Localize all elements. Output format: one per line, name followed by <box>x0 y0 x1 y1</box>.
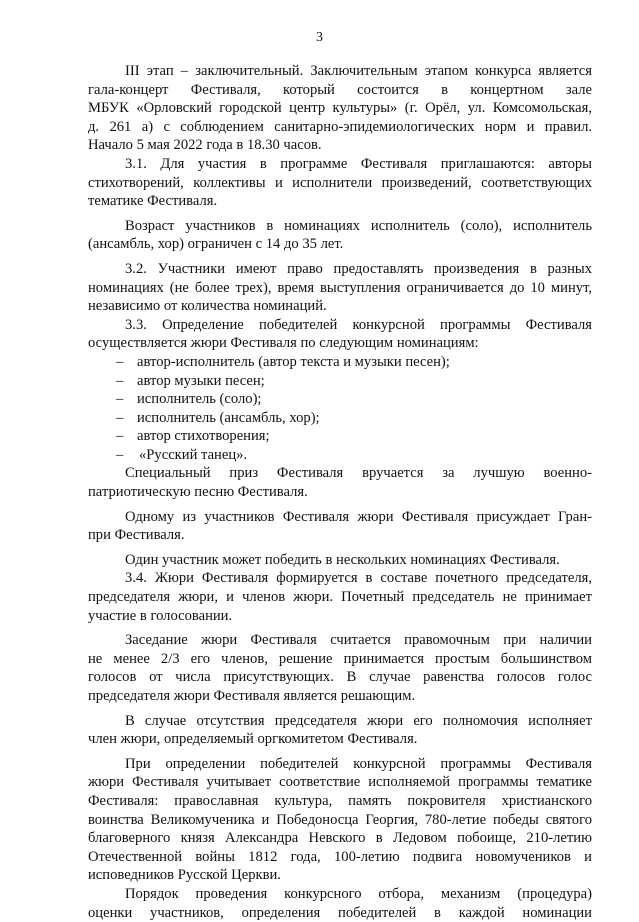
text-line: В случае отсутствия председателя жюри его полномочия исполняет <box>125 712 592 729</box>
nomination-label: автор-исполнитель (автор текста и музыки песен); <box>137 353 450 370</box>
text-line: Заседание жюри Фестиваля считается правомочным при наличии <box>125 632 592 649</box>
nomination-list <box>88 353 592 465</box>
text-line: исповедников Русской Церкви. <box>88 867 281 884</box>
text-line: гала-концерт Фестиваля, который состоится в концертном зале <box>88 81 592 98</box>
text-line: Один участник может победить в нескольких номинациях Фестиваля. <box>125 551 560 568</box>
text-line: член жюри, определяемый оргкомитетом Фестиваля. <box>88 731 418 748</box>
text-line: При определении победителей конкурсной программы Фестиваля <box>125 755 592 772</box>
page-number: 3 <box>316 30 323 45</box>
text-line: Отечественной войны 1812 года, 100-летию подвига новомучеников и <box>88 848 592 865</box>
text-line: воинства Великомученика и Победоносца Георгия, 780-летие победы святого <box>88 811 592 828</box>
list-dash: – <box>116 353 124 370</box>
text-line: благоверного князя Александра Невского в Ледовом побоище, 210-летию <box>88 830 592 847</box>
nomination-label: автор стихотворения; <box>137 428 270 445</box>
text-block-jury <box>88 464 592 922</box>
text-line: 3.4. Жюри Фестиваля формируется в составе почетного председателя, <box>125 570 592 587</box>
text-line: д. 261 а) с соблюдением санитарно-эпидемиологических норм и правил. <box>88 118 592 135</box>
text-line: голосов от числа присутствующих. В случае равенства голосов голос <box>88 669 592 686</box>
nomination-label: «Русский танец». <box>139 446 248 463</box>
text-line: оценки участников, определения победителей в каждой номинации <box>88 904 592 921</box>
text-line: тематике Фестиваля. <box>88 193 218 210</box>
text-line: III этап – заключительный. Заключительным этапом конкурса является <box>125 63 592 79</box>
text-line: 3.3. Определение победителей конкурсной программы Фестиваля <box>125 316 592 333</box>
nomination-label: исполнитель (соло); <box>137 391 262 408</box>
text-line: стихотворений, коллективы и исполнители произведений, соответствующих <box>88 174 592 191</box>
text-line: председателя жюри, и членов жюри. Почетный председатель не принимает <box>88 589 592 606</box>
text-line: участие в голосовании. <box>88 607 233 624</box>
nomination-item <box>88 427 592 446</box>
nomination-item <box>88 353 592 372</box>
text-line: МБУК «Орловский городской центр культуры» (г. Орёл, ул. Комсомольская, <box>88 100 592 117</box>
text-line: патриотическую песню Фестиваля. <box>88 484 308 501</box>
nomination-item <box>88 390 592 409</box>
text-line: председателя жюри Фестиваля является решающим. <box>88 688 416 704</box>
nomination-item <box>88 409 592 428</box>
text-line: Одному из участников Фестиваля жюри Фестиваля присуждает Гран- <box>125 508 592 525</box>
document-body <box>88 62 592 922</box>
text-line: при Фестиваля. <box>88 527 185 544</box>
nomination-item <box>88 446 592 465</box>
nomination-label: автор музыки песен; <box>137 372 265 389</box>
list-dash: – <box>116 446 124 463</box>
text-line: Фестиваля: православная культура, память покровителя христианского <box>88 792 592 809</box>
text-line: не менее 2/3 его членов, решение принимается простым большинством <box>88 650 592 667</box>
text-block-stage-and-rules <box>88 62 592 353</box>
list-dash: – <box>116 409 124 426</box>
text-line: Начало 5 мая 2022 года в 18.30 часов. <box>88 137 322 154</box>
list-dash: – <box>116 391 124 408</box>
text-line: осуществляется жюри Фестиваля по следующим номинациям: <box>88 335 479 352</box>
text-line: номинациях (не более трех), время выступления ограничивается до 10 минут, <box>88 279 592 296</box>
text-line: жюри Фестиваля учитывает соответствие исполняемой программы тематике <box>88 774 592 791</box>
text-line: Специальный приз Фестиваля вручается за лучшую военно- <box>125 465 592 482</box>
list-dash: – <box>116 428 124 445</box>
text-line: (ансамбль, хор) ограничен с 14 до 35 лет. <box>88 236 344 253</box>
text-line: Порядок проведения конкурсного отбора, механизм (процедура) <box>125 885 592 902</box>
nomination-item <box>88 372 592 391</box>
text-line: Возраст участников в номинациях исполнитель (соло), исполнитель <box>125 217 592 234</box>
text-line: независимо от количества номинаций. <box>88 298 327 315</box>
text-line: 3.2. Участники имеют право предоставлять произведения в разных <box>125 260 592 277</box>
nomination-label: исполнитель (ансамбль, хор); <box>137 409 320 426</box>
list-dash: – <box>116 372 124 389</box>
text-line: 3.1. Для участия в программе Фестиваля приглашаются: авторы <box>125 155 592 172</box>
